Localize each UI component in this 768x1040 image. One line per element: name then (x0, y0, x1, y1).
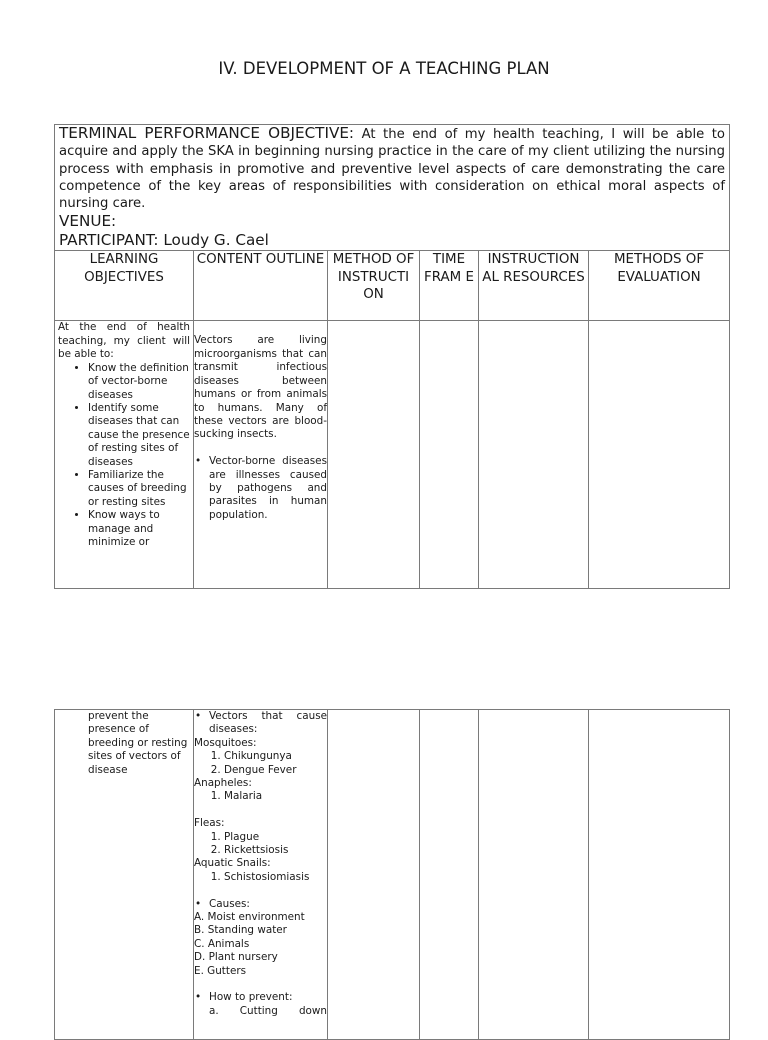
time-frame-cell (420, 321, 479, 589)
snails-list (194, 871, 327, 884)
objectives-cell (55, 321, 194, 589)
resources-cell (479, 321, 589, 589)
list-item: • Know the definition of vector-borne diseases (88, 362, 193, 402)
method-cell (328, 321, 420, 589)
mosquitoes-list (194, 750, 327, 777)
header-time-frame: TIME FRAM E (420, 251, 479, 321)
header-instructional-resources: INSTRUCTION AL RESOURCES (479, 251, 589, 321)
teaching-plan-table-page2 (54, 709, 730, 1040)
evaluation-cell-continued (589, 710, 730, 1040)
mosquitoes-label: Mosquitoes: (194, 736, 257, 749)
cause-item: B. Standing water (194, 924, 287, 937)
list-item: 1. Plague (224, 831, 327, 844)
objectives-list (55, 362, 193, 550)
content-paragraph: Vectors are living microorganisms that can transmit infectious diseases between humans or from animals to humans. Many of these vectors are blood-sucking insects. (194, 334, 327, 441)
objectives-cell-continued (55, 710, 194, 1040)
list-item: • Know ways to manage and minimize or (88, 509, 193, 549)
tpo-row (55, 125, 730, 251)
method-cell-continued (328, 710, 420, 1040)
list-item: 2. Rickettsiosis (224, 844, 327, 857)
header-method-of-instruction: METHOD OF INSTRUCTI ON (328, 251, 420, 321)
cause-item: E. Gutters (194, 964, 247, 977)
bullet-icon: • (195, 897, 202, 910)
bullet-icon: • (195, 710, 202, 722)
participant-label: PARTICIPANT: Loudy G. Cael (59, 231, 269, 250)
header-methods-of-evaluation: METHODS OF EVALUATION (589, 251, 730, 321)
tpo-text: At the end of my health teaching, I will be able to acquire and apply the SKA in beginning nursing practice in the care of my client utilizing the nursing process with emphasis in promotive and preventive level aspects of care demonstrating the care competence of the key areas of responsibilities with consideration on ethical moral aspects of nursing care. (59, 127, 726, 212)
venue-label: VENUE: (59, 212, 117, 231)
resources-cell-continued (479, 710, 589, 1040)
content-cell-continued (194, 710, 328, 1040)
bullet-icon: • (195, 455, 202, 468)
content-bullet: • Vector-borne diseases are illnesses caused by pathogens and parasites in human population. (195, 455, 327, 521)
snails-label: Aquatic Snails: (194, 857, 271, 870)
header-row (55, 251, 730, 321)
content-row-continued (55, 710, 730, 1040)
cause-item: A. Moist environment (194, 911, 305, 924)
list-item: 1. Schistosiomiasis (224, 871, 327, 884)
anapheles-list (194, 790, 327, 803)
page-title: IV. DEVELOPMENT OF A TEACHING PLAN (218, 59, 550, 78)
prevent-heading: • How to prevent: (195, 991, 293, 1004)
fleas-label: Fleas: (194, 817, 225, 830)
content-cell (194, 321, 328, 589)
tpo-cell (55, 125, 730, 251)
cause-item: C. Animals (194, 937, 250, 950)
header-learning-objectives: LEARNING OBJECTIVES (55, 251, 194, 321)
causes-heading: • Causes: (195, 897, 250, 910)
content-row (55, 321, 730, 589)
header-content-outline: CONTENT OUTLINE (194, 251, 328, 321)
tpo-label: TERMINAL PERFORMANCE OBJECTIVE: (59, 124, 355, 142)
bullet-icon: • (195, 991, 202, 1004)
list-item: 1. Malaria (224, 790, 327, 803)
cause-item: D. Plant nursery (194, 951, 278, 964)
objectives-intro: At the end of health teaching, my client will be able to: (58, 321, 190, 361)
anapheles-label: Anapheles: (194, 777, 252, 790)
evaluation-cell (589, 321, 730, 589)
list-item: • Identify some diseases that can cause the presence of resting sites of diseases (88, 402, 193, 469)
teaching-plan-table-page1 (54, 124, 730, 589)
fleas-list (194, 831, 327, 858)
vectors-heading: • Vectors that cause diseases: (195, 710, 327, 736)
list-item: 2. Dengue Fever (224, 764, 327, 777)
objective-continued: prevent the presence of breeding or resting sites of vectors of disease (88, 710, 188, 776)
prevent-item: a. Cutting down (209, 1004, 327, 1017)
list-item: 1. Chikungunya (224, 750, 327, 763)
list-item: • Familiarize the causes of breeding or resting sites (88, 469, 193, 509)
time-frame-cell-continued (420, 710, 479, 1040)
